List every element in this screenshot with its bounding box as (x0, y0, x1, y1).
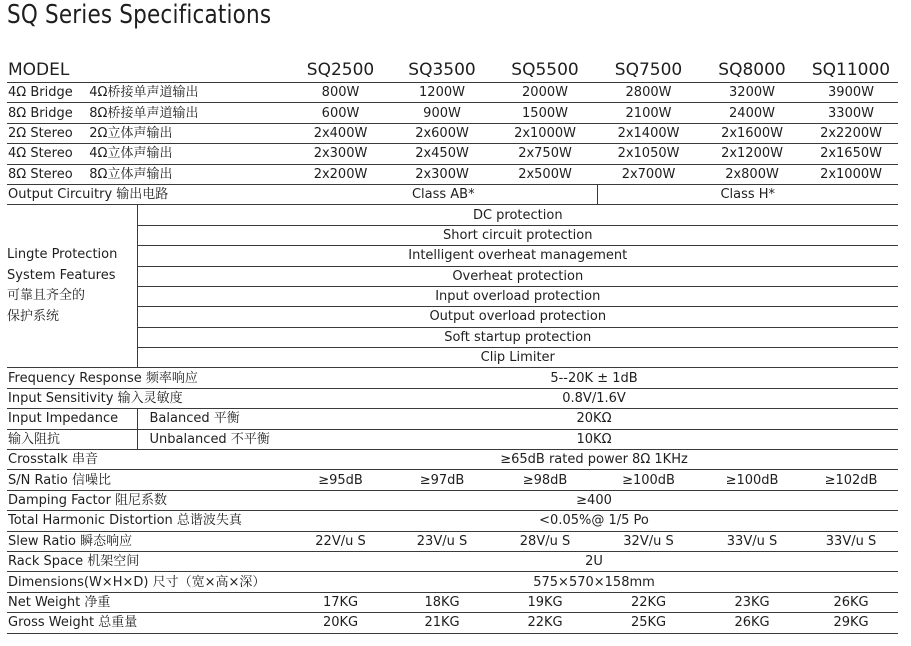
cell: 2x1400W (597, 123, 700, 143)
cell: 3200W (700, 83, 804, 103)
row-label: Net Weight 净重 (7, 592, 290, 612)
cell: 23V/u S (391, 531, 493, 551)
row-label: Gross Weight 总重量 (7, 613, 290, 633)
cell: 2x1050W (597, 144, 700, 164)
cell: 26KG (804, 592, 898, 612)
protection-item: Input overload protection (137, 286, 898, 306)
protection-item: Short circuit protection (137, 225, 898, 245)
cell: 25KG (597, 613, 700, 633)
cell: 20KG (290, 613, 391, 633)
model-sq7500: SQ7500 (597, 58, 700, 83)
row-label: Input Impedance (7, 409, 137, 429)
table-row (7, 613, 898, 633)
table-row (7, 164, 898, 184)
cell: 19KG (493, 592, 597, 612)
spec-table (7, 58, 898, 634)
row-label: 8Ω Stereo 8Ω立体声输出 (7, 164, 290, 184)
cell: 32V/u S (597, 531, 700, 551)
cell: 0.8V/1.6V (290, 388, 898, 408)
row-label: 4Ω Bridge 4Ω桥接单声道输出 (7, 83, 290, 103)
cell: <0.05%@ 1/5 Po (290, 511, 898, 531)
cell: 20KΩ (290, 409, 898, 429)
model-header: MODEL (7, 58, 290, 83)
cell: 22KG (493, 613, 597, 633)
cell-class-ab: Class AB* (290, 184, 597, 204)
protection-item: Intelligent overheat management (137, 246, 898, 266)
protection-item: Output overload protection (137, 307, 898, 327)
cell: 2x500W (493, 164, 597, 184)
model-sq2500: SQ2500 (290, 58, 391, 83)
table-row-protection (7, 307, 898, 327)
cell: 800W (290, 83, 391, 103)
table-row (7, 592, 898, 612)
cell: 2x200W (290, 164, 391, 184)
row-label: 8Ω Bridge 8Ω桥接单声道输出 (7, 103, 290, 123)
row-label: Total Harmonic Distortion 总谐波失真 (7, 511, 290, 531)
cell: 1200W (391, 83, 493, 103)
table-row-protection (7, 286, 898, 306)
table-row-protection (7, 327, 898, 347)
table-row-protection (7, 348, 898, 368)
cell: 33V/u S (804, 531, 898, 551)
cell: 2x1000W (804, 164, 898, 184)
cell: 2400W (700, 103, 804, 123)
cell: ≥102dB (804, 470, 898, 490)
cell: 2x800W (700, 164, 804, 184)
table-row (7, 368, 898, 388)
model-sq3500: SQ3500 (391, 58, 493, 83)
cell-class-h: Class H* (597, 184, 898, 204)
cell: 2x300W (290, 144, 391, 164)
cell: 22V/u S (290, 531, 391, 551)
cell: ≥100dB (700, 470, 804, 490)
page-title: SQ Series Specifications (7, 0, 272, 30)
cell: 900W (391, 103, 493, 123)
table-row (7, 103, 898, 123)
cell: ≥95dB (290, 470, 391, 490)
table-row-protection (7, 205, 898, 225)
model-sq8000: SQ8000 (700, 58, 804, 83)
cell: 3300W (804, 103, 898, 123)
cell: 2x2200W (804, 123, 898, 143)
protection-item: Clip Limiter (137, 348, 898, 368)
row-label: Input Sensitivity 输入灵敏度 (7, 388, 290, 408)
table-row (7, 490, 898, 510)
table-row (7, 83, 898, 103)
row-label: Crosstalk 串音 (7, 450, 290, 470)
cell: 1500W (493, 103, 597, 123)
cell: 2x1200W (700, 144, 804, 164)
cell: ≥400 (290, 490, 898, 510)
table-row-output-circuitry (7, 184, 898, 204)
row-label: Rack Space 机架空间 (7, 551, 290, 571)
row-label: 4Ω Stereo 4Ω立体声输出 (7, 144, 290, 164)
protection-item: Overheat protection (137, 266, 898, 286)
cell: 23KG (700, 592, 804, 612)
cell: 22KG (597, 592, 700, 612)
table-row (7, 551, 898, 571)
table-row (7, 123, 898, 143)
cell: 3900W (804, 83, 898, 103)
protection-item: Soft startup protection (137, 327, 898, 347)
cell: 29KG (804, 613, 898, 633)
row-sublabel: Unbalanced 不平衡 (137, 429, 290, 449)
table-row (7, 511, 898, 531)
cell: 28V/u S (493, 531, 597, 551)
model-sq5500: SQ5500 (493, 58, 597, 83)
cell: 2x700W (597, 164, 700, 184)
model-sq11000: SQ11000 (804, 58, 898, 83)
table-row-protection (7, 246, 898, 266)
row-label: Dimensions(W×H×D) 尺寸（宽×高×深） (7, 572, 290, 592)
cell: 2x600W (391, 123, 493, 143)
cell: 2U (290, 551, 898, 571)
row-label: Slew Ratio 瞬态响应 (7, 531, 290, 551)
protection-label: Lingte Protection System Features 可靠且齐全的 保护系统 (7, 205, 137, 368)
cell: ≥97dB (391, 470, 493, 490)
cell: 2800W (597, 83, 700, 103)
row-label: 输入阻抗 (7, 429, 137, 449)
cell: 2x450W (391, 144, 493, 164)
cell: 33V/u S (700, 531, 804, 551)
cell: 2x400W (290, 123, 391, 143)
cell: ≥98dB (493, 470, 597, 490)
cell: 2x1000W (493, 123, 597, 143)
table-row (7, 409, 898, 429)
cell: 2x300W (391, 164, 493, 184)
table-row-protection (7, 266, 898, 286)
cell: 10KΩ (290, 429, 898, 449)
cell: ≥100dB (597, 470, 700, 490)
cell: 2000W (493, 83, 597, 103)
table-row (7, 450, 898, 470)
table-row (7, 429, 898, 449)
cell: 18KG (391, 592, 493, 612)
cell: ≥65dB rated power 8Ω 1KHz (290, 450, 898, 470)
row-label: Output Circuitry 输出电路 (7, 184, 290, 204)
row-label: Damping Factor 阻尼系数 (7, 490, 290, 510)
cell: 17KG (290, 592, 391, 612)
table-row (7, 144, 898, 164)
row-label: 2Ω Stereo 2Ω立体声输出 (7, 123, 290, 143)
protection-item: DC protection (137, 205, 898, 225)
row-label: Frequency Response 频率响应 (7, 368, 290, 388)
cell: 600W (290, 103, 391, 123)
cell: 2x1650W (804, 144, 898, 164)
cell: 575×570×158mm (290, 572, 898, 592)
table-row (7, 470, 898, 490)
table-row (7, 531, 898, 551)
cell: 2x750W (493, 144, 597, 164)
row-sublabel: Balanced 平衡 (137, 409, 290, 429)
cell: 2100W (597, 103, 700, 123)
cell: 21KG (391, 613, 493, 633)
cell: 26KG (700, 613, 804, 633)
cell: 5--20K ± 1dB (290, 368, 898, 388)
row-label: S/N Ratio 信噪比 (7, 470, 290, 490)
table-row (7, 388, 898, 408)
table-row-protection (7, 225, 898, 245)
table-row (7, 572, 898, 592)
cell: 2x1600W (700, 123, 804, 143)
table-header-row (7, 58, 898, 83)
